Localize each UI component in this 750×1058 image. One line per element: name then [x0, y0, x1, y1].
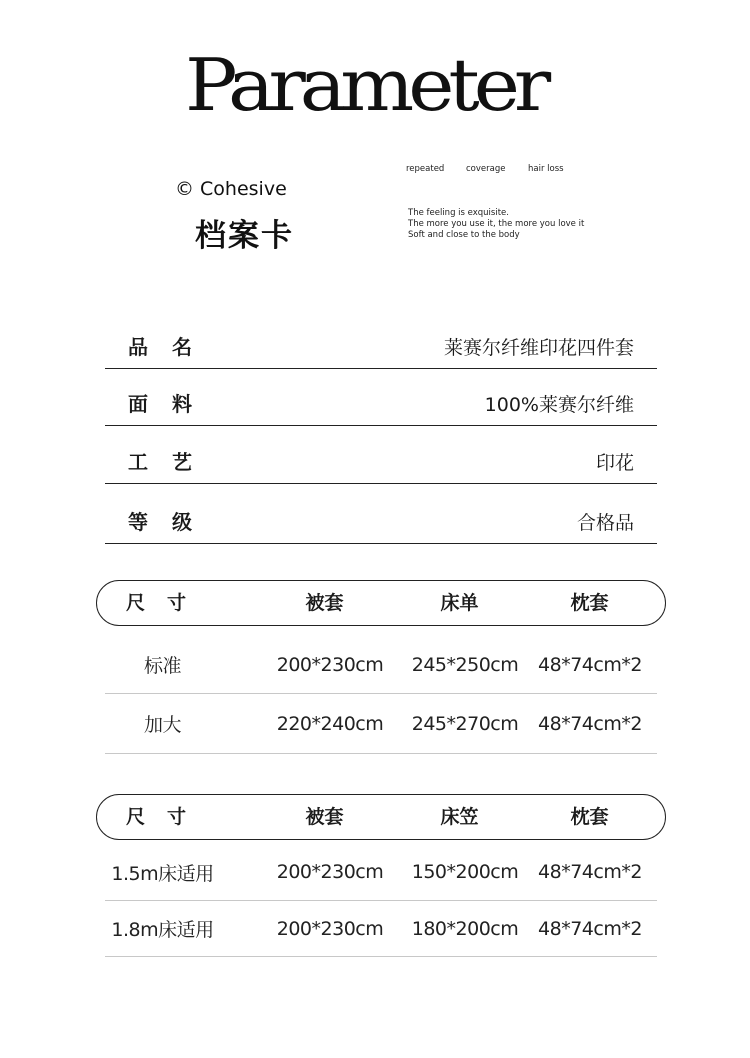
header-duvet-cover: 被套: [305, 592, 344, 614]
header-fitted-sheet: 床笠: [440, 806, 479, 828]
table-row: [105, 901, 657, 957]
card-title: 档案卡: [195, 218, 294, 254]
tag-coverage: coverage: [466, 164, 506, 174]
table-row: [105, 844, 657, 901]
size-table-1-header: [96, 580, 666, 626]
table-cell: 48*74cm*2: [538, 712, 642, 735]
info-label: 面料: [128, 392, 216, 416]
tagline: [408, 208, 584, 241]
header-pillowcase: 枕套: [570, 806, 609, 828]
info-value: 莱赛尔纤维印花四件套: [443, 337, 634, 359]
table-cell: 48*74cm*2: [538, 917, 642, 940]
table-cell: 加大: [143, 714, 181, 736]
table-cell: 标准: [143, 655, 181, 677]
table-cell: 150*200cm: [411, 861, 519, 883]
info-row-fabric: [105, 369, 657, 426]
table-row: [105, 694, 657, 754]
tagline-line: The more you use it, the more you love it: [408, 219, 585, 229]
table-cell: 200*230cm: [276, 861, 384, 883]
header-bed-sheet: 床单: [440, 592, 479, 614]
table-cell: 245*270cm: [411, 712, 519, 735]
table-cell: 48*74cm*2: [538, 653, 642, 676]
info-row-craft: [105, 427, 657, 484]
size-table-2-header: [96, 794, 666, 840]
page-title: Parameter: [185, 44, 546, 128]
header-pillowcase: 枕套: [570, 592, 609, 614]
table-row: [105, 636, 657, 694]
table-cell: 1.5m床适用: [111, 862, 214, 885]
header-size: 尺寸: [125, 806, 208, 828]
header-size: 尺寸: [125, 592, 208, 614]
info-value: 印花: [595, 452, 634, 474]
table-cell: 220*240cm: [276, 712, 384, 735]
info-label: 工艺: [128, 450, 216, 474]
brand-name: © Cohesive: [175, 178, 287, 200]
info-value: 合格品: [576, 512, 634, 534]
info-label: 品名: [128, 335, 216, 359]
info-label: 等级: [128, 510, 216, 534]
header-duvet-cover: 被套: [305, 806, 344, 828]
info-value: 100%莱赛尔纤维: [484, 394, 634, 416]
table-cell: 180*200cm: [411, 917, 519, 940]
tagline-line: Soft and close to the body: [408, 230, 520, 240]
table-cell: 48*74cm*2: [538, 861, 642, 883]
table-cell: 245*250cm: [411, 653, 519, 676]
info-row-product-name: [105, 312, 657, 369]
table-cell: 1.8m床适用: [111, 919, 214, 941]
tag-hair-loss: hair loss: [528, 164, 564, 174]
tag-repeated: repeated: [406, 164, 445, 174]
tagline-line: The feeling is exquisite.: [408, 208, 509, 218]
table-cell: 200*230cm: [276, 917, 384, 940]
table-cell: 200*230cm: [276, 653, 384, 676]
info-row-grade: [105, 487, 657, 544]
